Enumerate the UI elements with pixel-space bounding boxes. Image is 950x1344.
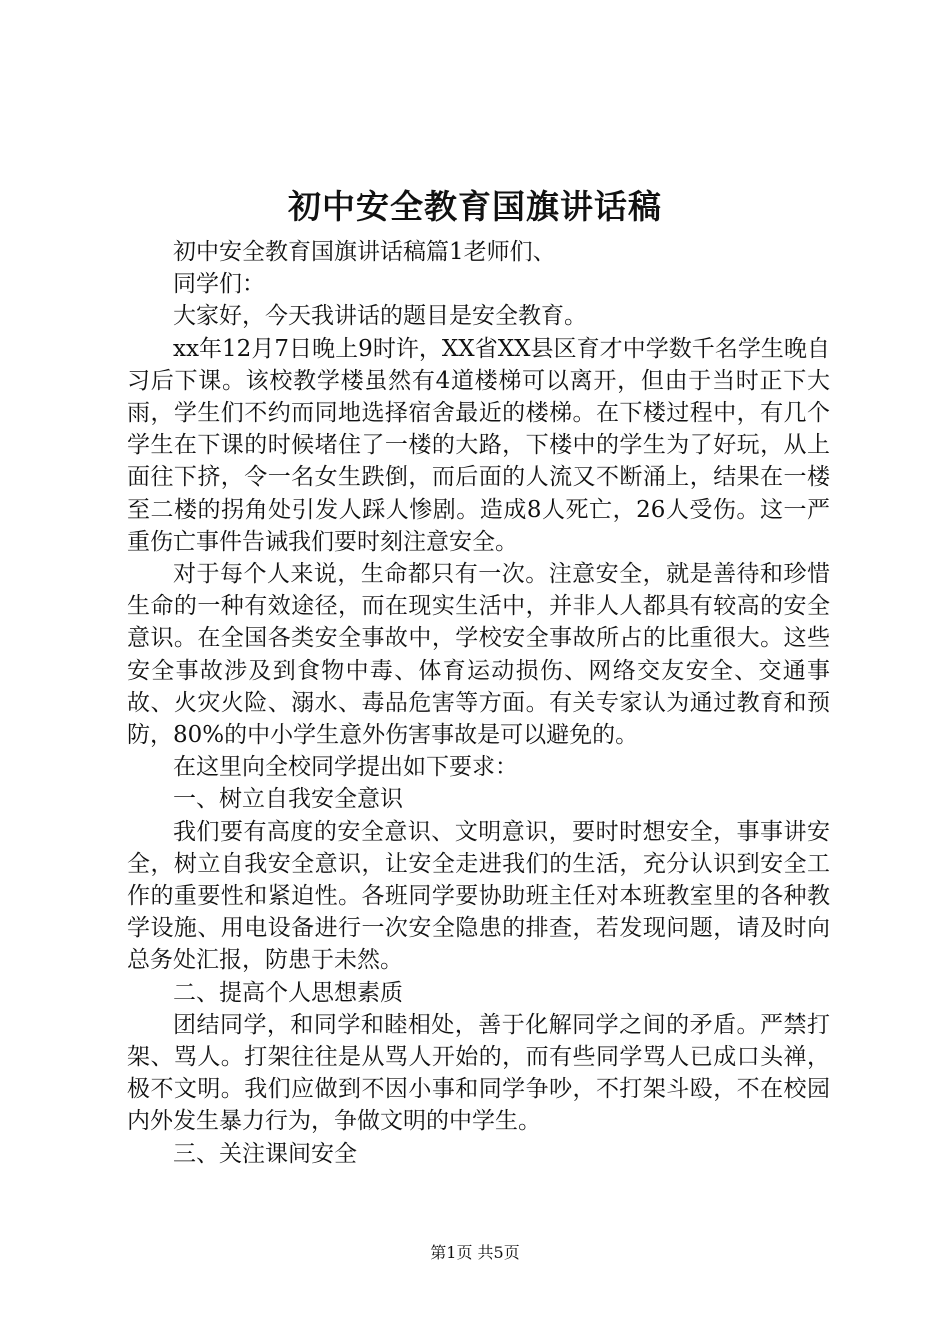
section-heading-1: 一、树立自我安全意识 xyxy=(173,786,403,813)
page-footer: 第1页 共5页 xyxy=(430,1243,520,1262)
paragraph-4: xx年12月7日晚上9时许，XX省XX县区育才中学数千名学生晚自习后下课。该校教学楼虽然有4道楼梯可以离开，但由于当时正下大雨，学生们不约而同地选择宿舍最近的楼梯。在下楼过程中，有几个学生在下课的时候堵住了一楼的大路，下楼中的学生为了好玩，从上面往下挤，令一名女生跌倒，而后面的人流又不断涌上，结果在一楼至二楼的拐角处引发人踩人惨剧。造成8人死亡，26人受伤。这一严重伤亡事件告诫我们要时刻注意安全。 xyxy=(127,335,830,555)
paragraph-3: 大家好，今天我讲话的题目是安全教育。 xyxy=(173,303,587,330)
section-heading-3: 三、关注课间安全 xyxy=(173,1140,357,1167)
section-heading-2: 二、提高个人思想素质 xyxy=(173,979,403,1006)
paragraph-2: 同学们： xyxy=(173,271,265,298)
paragraph-6: 在这里向全校同学提出如下要求： xyxy=(173,754,518,781)
document-body xyxy=(127,236,830,1170)
document-title: 初中安全教育国旗讲话稿 xyxy=(288,187,662,226)
paragraph-7: 我们要有高度的安全意识、文明意识，要时时想安全，事事讲安全，树立自我安全意识，让安全走进我们的生活，充分认识到安全工作的重要性和紧迫性。各班同学要协助班主任对本班教室里的各种教学设施、用电设备进行一次安全隐患的排查，若发现问题，请及时向总务处汇报，防患于未然。 xyxy=(127,818,830,974)
paragraph-8: 团结同学，和同学和睦相处，善于化解同学之间的矛盾。严禁打架、骂人。打架往往是从骂人开始的，而有些同学骂人已成口头禅，极不文明。我们应做到不因小事和同学争吵，不打架斗殴，不在校园内外发生暴力行为，争做文明的中学生。 xyxy=(127,1011,830,1135)
paragraph-5: 对于每个人来说，生命都只有一次。注意安全，就是善待和珍惜生命的一种有效途径，而在现实生活中，并非人人都具有较高的安全意识。在全国各类安全事故中，学校安全事故所占的比重很大。这些安全事故涉及到食物中毒、体育运动损伤、网络交友安全、交通事故、火灾火险、溺水、毒品危害等方面。有关专家认为通过教育和预防，80%的中小学生意外伤害事故是可以避免的。 xyxy=(127,561,830,749)
paragraph-1: 初中安全教育国旗讲话稿篇1老师们、 xyxy=(173,239,556,265)
